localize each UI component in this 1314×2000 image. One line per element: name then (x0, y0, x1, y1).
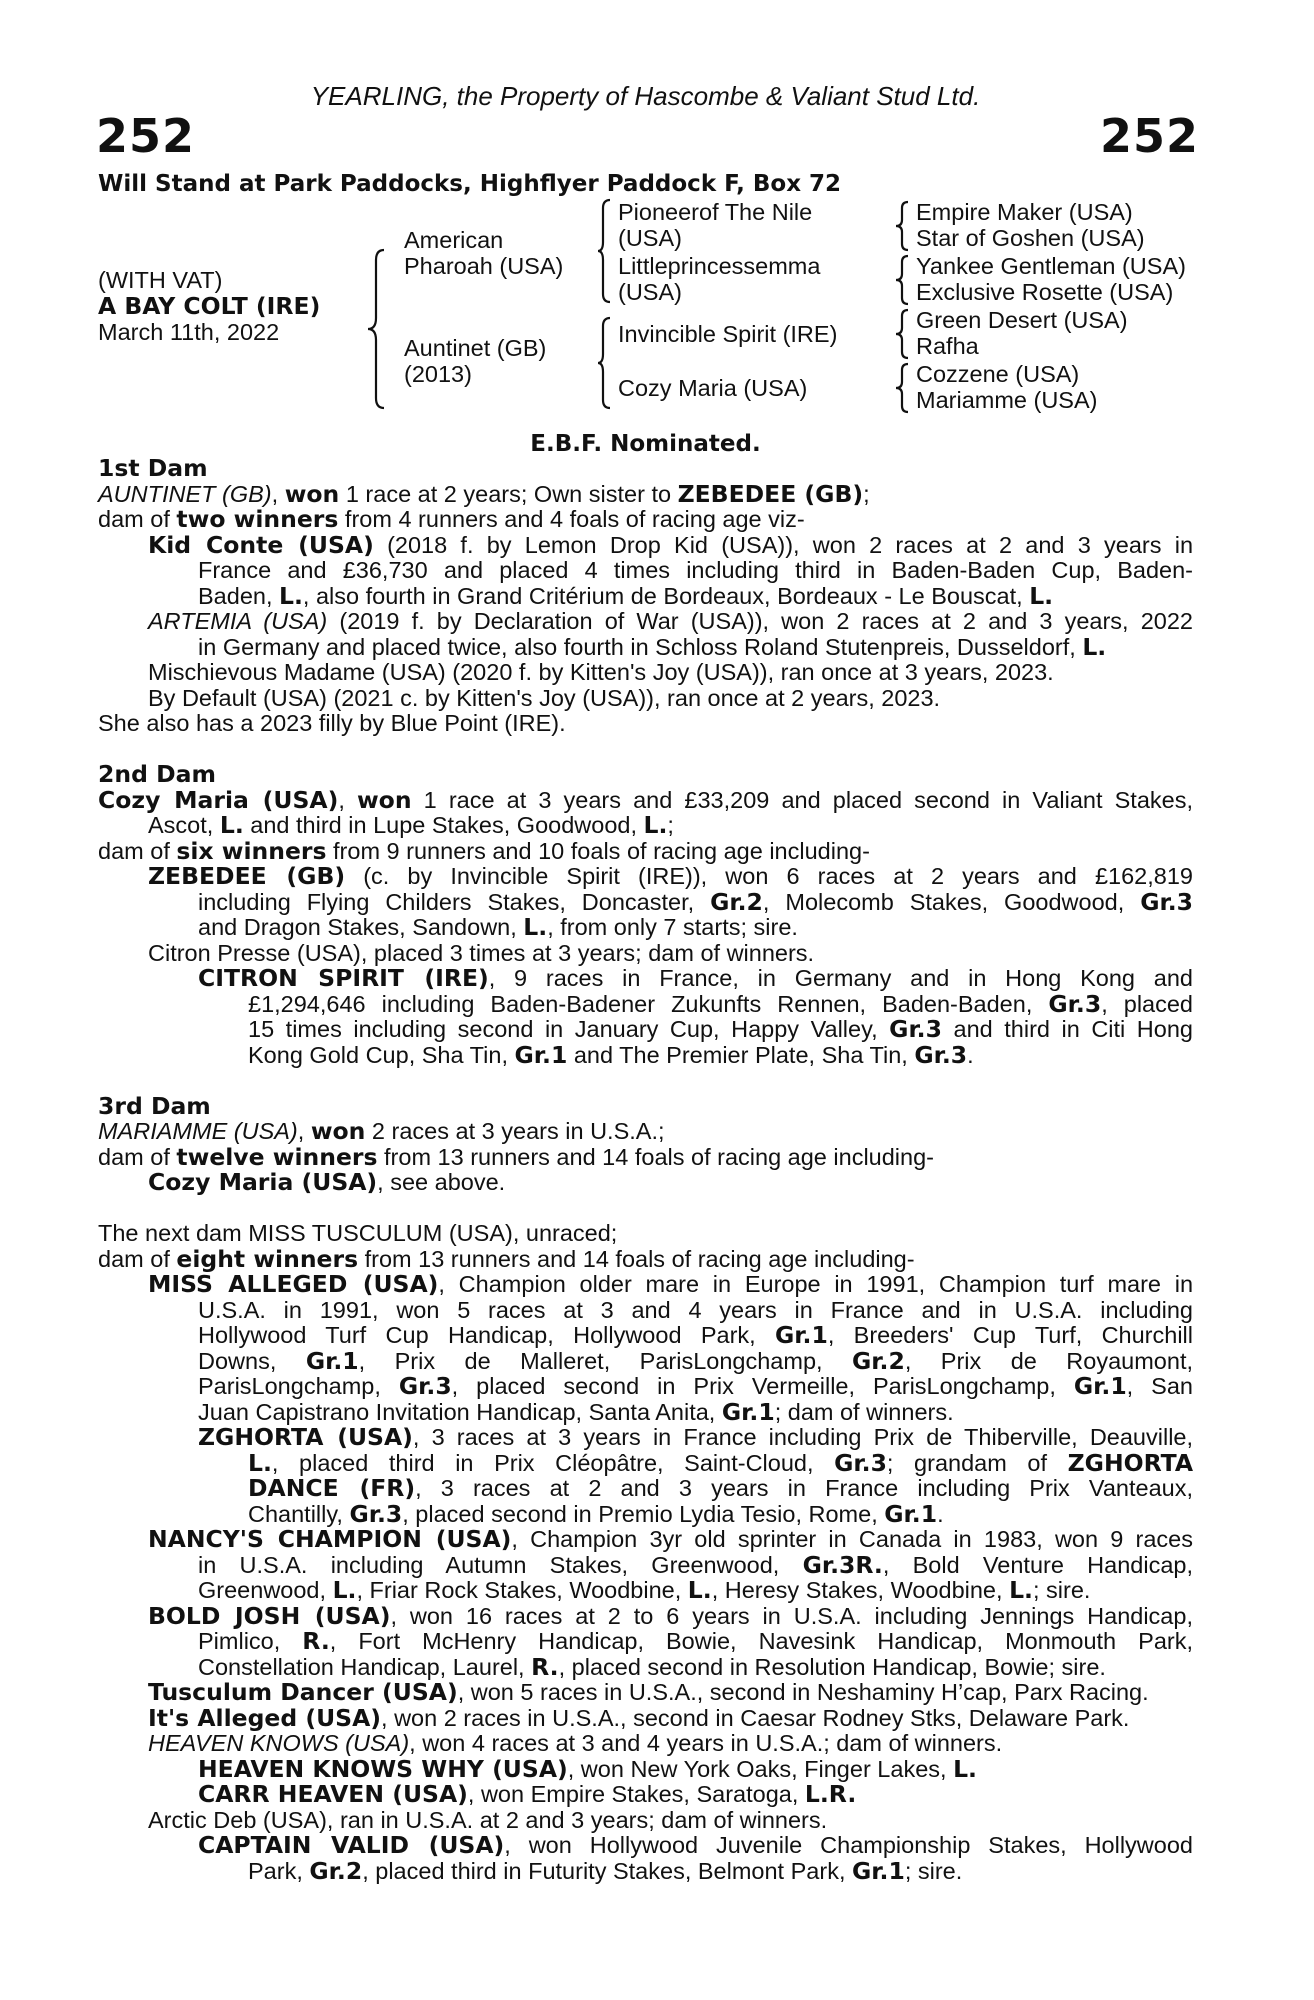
text-span: Greenwood, (198, 1577, 333, 1603)
produce-entry-cont (98, 1652, 1193, 1681)
grade-bold: Gr.1 (514, 1040, 568, 1069)
text-span: , placed (1101, 991, 1193, 1017)
text-span: ; dam of winners. (774, 1398, 954, 1425)
spacer (98, 1196, 1193, 1222)
text-span: from 13 runners and 14 foals of racing age including- (358, 1245, 915, 1272)
produce-entry (98, 1782, 1193, 1808)
dam-line1: Auntinet (GB) (404, 335, 547, 361)
horse-italic: MARIAMME (USA) (98, 1118, 298, 1144)
vendor-line: YEARLING, the Property of Hascombe & Valiant Stud Ltd. (310, 81, 981, 111)
text-span: including Flying Childers Stakes, Doncaster, (198, 889, 711, 915)
text-span: in U.S.A. including Autumn Stakes, Greenwood, (198, 1552, 803, 1578)
grade-bold: R. (302, 1629, 330, 1655)
text-span: , won Empire Stakes, Saratoga, (467, 1781, 805, 1807)
text-span: (c. by Invincible Spirit (IRE)), won 6 races at 2 years and £162,819 (345, 864, 1193, 889)
grade-bold: L. (643, 811, 668, 839)
produce-entry-cont (98, 1323, 1193, 1349)
dam-line2: (2013) (404, 361, 472, 387)
horse-name: A BAY COLT (IRE) (98, 292, 321, 320)
second-dam-line-cont (98, 813, 1193, 839)
grade-bold: L. (219, 811, 244, 839)
text-span: , Champion 3yr old sprinter in Canada in 1983, won 9 races (511, 1527, 1193, 1552)
produce-entry (98, 1703, 1193, 1732)
horse-bold: NANCY'S CHAMPION (USA) (148, 1527, 512, 1553)
third-dam-heading: 3rd Dam (98, 1091, 211, 1120)
sire-sire-line2: (USA) (618, 225, 682, 251)
grade-bold: L. (1029, 581, 1054, 610)
sire-line2: Pharoah (USA) (404, 253, 564, 279)
winners-count: twelve winners (176, 1142, 378, 1171)
dam-sire: Invincible Spirit (IRE) (618, 321, 838, 347)
text-span: ; sire. (1032, 1577, 1091, 1603)
produce-entry: By Default (USA) (2021 c. by Kitten's Joy (USA)), ran once at 2 years, 2023. (148, 684, 941, 711)
winners-count: two winners (176, 505, 339, 533)
grade-bold: Gr.3 (1048, 991, 1102, 1017)
text-span: Ascot, (148, 812, 220, 838)
text-span: in Germany and placed twice, also fourth in Schloss Roland Stutenpreis, Dusseldorf, (198, 633, 1083, 660)
ancestor-8: Mariamme (USA) (916, 387, 1098, 413)
text-span: , (338, 787, 357, 813)
horse-bold: CAPTAIN VALID (USA) (198, 1833, 505, 1859)
produce-entry (98, 1731, 1193, 1757)
ancestor-5: Green Desert (USA) (916, 307, 1128, 333)
third-dam-line (98, 1119, 1193, 1145)
text-span: , Heresy Stakes, Woodbine, (711, 1577, 1010, 1603)
grade-bold: Gr.1 (775, 1323, 828, 1349)
produce-entry (98, 1604, 1193, 1630)
grade-bold: L. (523, 913, 548, 941)
text-span: , (271, 480, 285, 507)
text-span: Hollywood Turf Cup Handicap, Hollywood Park, (198, 1323, 775, 1348)
text-span: dam of (98, 1245, 177, 1272)
produce-entry-cont: U.S.A. in 1991, won 5 races at 3 and 4 years in France and in U.S.A. including (198, 1297, 1193, 1323)
produce-entry-cont (98, 1040, 1193, 1069)
grade-bold: Gr.3 (398, 1374, 452, 1400)
produce-entry-cont (98, 1553, 1193, 1579)
grade-bold: Gr.3 (349, 1499, 403, 1528)
produce-entry-cont (98, 1374, 1193, 1400)
horse-bold: DANCE (FR) (248, 1476, 416, 1502)
grade-bold: Gr.3R. (802, 1552, 883, 1578)
horse-italic: HEAVEN KNOWS (USA) (148, 1730, 410, 1756)
text-span: dam of (98, 1143, 177, 1170)
text-span: and Dragon Stakes, Sandown, (198, 914, 524, 940)
produce-entry-cont: France and £36,730 and placed 4 times including third in Baden-Baden Cup, Baden- (198, 558, 1193, 583)
text-span: . (937, 1500, 944, 1527)
ancestor-3: Yankee Gentleman (USA) (916, 253, 1186, 279)
ancestor-2: Star of Goshen (USA) (916, 225, 1145, 251)
horse-bold: Cozy Maria (USA) (98, 787, 339, 813)
text-span: (2018 f. by Lemon Drop Kid (USA)), won 2 races at 2 and 3 years in (373, 532, 1193, 558)
grade-bold: Gr.3 (1140, 889, 1193, 915)
text-span: Chantilly, (248, 1500, 350, 1527)
produce-entry-cont (98, 1349, 1193, 1375)
text-span: 1 race at 3 years and £33,209 and placed second in Valiant Stakes, (411, 787, 1193, 813)
first-dam-line (98, 479, 1193, 508)
text-span: and The Premier Plate, Sha Tin, (567, 1041, 915, 1068)
text-span: , Prix de Malleret, ParisLongchamp, (358, 1348, 852, 1374)
produce-entry (98, 609, 1193, 635)
grade-bold: Gr.1 (1073, 1374, 1127, 1400)
pedigree-brace-g3-1 (894, 200, 912, 252)
produce-entry (98, 1425, 1193, 1451)
grade-bold: Gr.1 (721, 1397, 775, 1426)
grade-bold: L.R. (804, 1780, 857, 1808)
horse-bold: MISS ALLEGED (USA) (148, 1272, 439, 1298)
text-span: , Bold Venture Handicap, (882, 1552, 1193, 1578)
dam-dam: Cozy Maria (USA) (618, 375, 808, 401)
text-span: ; sire. (904, 1857, 963, 1884)
text-span: , won Hollywood Juvenile Championship Stakes, Hollywood (504, 1833, 1193, 1858)
text-span: , won 5 races in U.S.A., second in Neshaminy H’cap, Parx Racing. (457, 1679, 1149, 1705)
text-span: , placed second in Resolution Handicap, Bowie; sire. (558, 1653, 1106, 1680)
produce-entry-cont (98, 581, 1193, 610)
ancestor-4: Exclusive Rosette (USA) (916, 279, 1174, 305)
won-bold: won (284, 479, 340, 508)
text-span: , placed third in Futurity Stakes, Belmont Park, (362, 1857, 852, 1884)
text-span: , Friar Rock Stakes, Woodbine, (356, 1577, 688, 1603)
text-span: , placed second in Prix Vermeille, ParisLongchamp, (451, 1374, 1074, 1399)
horse-bold: ZGHORTA (USA) (198, 1425, 413, 1451)
text-span: ParisLongchamp, (198, 1374, 399, 1399)
horse-italic: ARTEMIA (USA) (148, 609, 328, 634)
text-span: ; (667, 812, 674, 838)
text-span: , placed second in Premio Lydia Tesio, Rome, (402, 1500, 885, 1527)
produce-entry (98, 1527, 1193, 1553)
produce-entry-cont (98, 1499, 1193, 1528)
text-span: dam of (98, 506, 177, 532)
grade-bold: Gr.2 (852, 1348, 905, 1374)
catalogue-page (96, 0, 1199, 2000)
spacer (98, 737, 1193, 763)
produce-entry (98, 1833, 1193, 1859)
horse-bold: ZGHORTA (1067, 1450, 1193, 1476)
grade-bold: L. (687, 1576, 712, 1604)
text-span: dam of (98, 837, 177, 864)
text-span: , San (1126, 1374, 1193, 1399)
produce-entry-cont (98, 992, 1193, 1018)
ebf-nomination: E.B.F. Nominated. (530, 431, 761, 457)
grade-bold: L. (332, 1576, 357, 1604)
text-span: ; grandam of (886, 1450, 1068, 1476)
text-span: , won 2 races in U.S.A., second in Caesar Rodney Stks, Delaware Park. (381, 1704, 1130, 1731)
grade-bold: Gr.3 (834, 1450, 887, 1476)
produce-entry-cont (98, 1476, 1193, 1502)
grade-bold: Gr.2 (309, 1856, 363, 1885)
produce-entry: Mischievous Madame (USA) (2020 f. by Kitten's Joy (USA)), ran once at 3 years, 2023. (148, 659, 1054, 685)
horse-bold: CARR HEAVEN (USA) (198, 1780, 468, 1808)
grade-bold: Gr.3 (914, 1040, 968, 1069)
sire-line1: American (404, 227, 504, 253)
text-span: Pimlico, (198, 1629, 303, 1654)
text-span: Kong Gold Cup, Sha Tin, (248, 1041, 515, 1068)
next-dam-produce-summary (98, 1244, 1193, 1273)
produce-entry (98, 1170, 1193, 1196)
grade-bold: L. (1082, 632, 1107, 661)
text-span: 1 race at 2 years; Own sister to (339, 480, 678, 507)
grade-bold: Gr.3 (889, 1017, 942, 1043)
grade-bold: L. (1009, 1576, 1033, 1604)
text-span: from 9 runners and 10 foals of racing age including- (326, 837, 870, 864)
horse-bold: Tusculum Dancer (USA) (148, 1678, 458, 1706)
produce-record (98, 456, 1193, 1884)
text-span: , won 16 races at 2 to 6 years in U.S.A. including Jennings Handicap, (390, 1603, 1193, 1629)
text-span: , 9 races in France, in Germany and in Hong Kong and (488, 966, 1193, 991)
spacer (98, 1068, 1193, 1094)
ancestor-6: Rafha (916, 333, 979, 359)
first-dam-name: AUNTINET (GB) (98, 480, 272, 507)
text-span: , see above. (377, 1169, 506, 1195)
text-span: , Fort McHenry Handicap, Bowie, Navesink Handicap, Monmouth Park, (329, 1629, 1193, 1654)
grade-bold: L. (953, 1754, 977, 1783)
grade-bold: L. (279, 581, 303, 610)
first-dam-heading: 1st Dam (98, 454, 208, 482)
text-span: , placed third in Prix Cléopâtre, Saint-Cloud, (271, 1450, 835, 1476)
produce-entry (98, 1754, 1193, 1783)
text-span: and third in Citi Hong (941, 1017, 1193, 1042)
horse-bold: Cozy Maria (USA) (148, 1168, 378, 1196)
grade-bold: R. (531, 1652, 559, 1681)
produce-entry: Arctic Deb (USA), ran in U.S.A. at 2 and 3 years; dam of winners. (148, 1806, 828, 1833)
pedigree-brace-main (366, 248, 396, 410)
third-dam-produce-summary (98, 1142, 1193, 1171)
text-span: from 13 runners and 14 foals of racing age including- (377, 1143, 934, 1170)
text-span: 2 races at 3 years in U.S.A.; (365, 1118, 665, 1144)
won-bold: won (356, 787, 412, 813)
text-span: , also fourth in Grand Critérium de Bordeaux, Bordeaux - Le Bouscat, (302, 582, 1030, 609)
horse-bold: Kid Conte (USA) (148, 532, 374, 558)
text-span: , from only 7 starts; sire. (547, 914, 798, 940)
foaling-date: March 11th, 2022 (98, 319, 280, 345)
horse-bold: HEAVEN KNOWS WHY (USA) (198, 1754, 568, 1783)
produce-entry (98, 864, 1193, 890)
next-dam-line: The next dam MISS TUSCULUM (USA), unraced; (98, 1220, 618, 1246)
produce-entry-cont (98, 890, 1193, 916)
produce-entry (98, 966, 1193, 992)
produce-entry-cont (98, 1397, 1193, 1426)
produce-entry-cont (98, 915, 1193, 941)
produce-entry (98, 1680, 1193, 1706)
text-span: and third in Lupe Stakes, Goodwood, (243, 812, 644, 838)
text-span: Park, (248, 1857, 310, 1884)
grade-bold: Gr.1 (884, 1499, 938, 1528)
sire-sire-line1: Pioneerof The Nile (618, 199, 813, 225)
text-span: Downs, (198, 1348, 306, 1374)
second-dam-produce-summary (98, 836, 1193, 865)
text-span: , Champion older mare in Europe in 1991, Champion turf mare in (438, 1272, 1193, 1297)
sire-dam-line2: (USA) (618, 279, 682, 305)
horse-bold: ZEBEDEE (GB) (677, 479, 864, 508)
stand-location: Will Stand at Park Paddocks, Highflyer Paddock F, Box 72 (98, 171, 842, 197)
ancestor-1: Empire Maker (USA) (916, 199, 1133, 225)
text-span: , Prix de Royaumont, (904, 1348, 1193, 1374)
text-span: from 4 runners and 4 foals of racing age viz- (338, 506, 805, 532)
winners-count: eight winners (176, 1244, 359, 1273)
pedigree-brace-g3-3 (894, 308, 912, 360)
text-span: £1,294,646 including Baden-Badener Zukunfts Rennen, Baden-Baden, (248, 991, 1049, 1017)
text-span: , won 4 races at 3 and 4 years in U.S.A.; dam of winners. (409, 1730, 1003, 1756)
pedigree-brace-g3-2 (894, 254, 912, 306)
lot-number-left: 252 (96, 109, 196, 163)
text-span: , 3 races at 2 and 3 years in France including Prix Vanteaux, (415, 1476, 1193, 1501)
horse-bold: ZEBEDEE (GB) (148, 864, 346, 890)
second-dam-line (98, 788, 1193, 814)
produce-entry: Citron Presse (USA), placed 3 times at 3 years; dam of winners. (148, 939, 815, 966)
horse-bold: It's Alleged (USA) (148, 1703, 382, 1732)
text-span: , 3 races at 3 years in France including Prix de Thiberville, Deauville, (412, 1425, 1193, 1450)
grade-bold: L. (248, 1450, 272, 1476)
grade-bold: Gr.2 (710, 889, 763, 915)
ancestor-7: Cozzene (USA) (916, 361, 1080, 387)
produce-entry-cont (98, 1856, 1193, 1885)
pedigree-brace-dam (596, 316, 616, 410)
text-span: , won New York Oaks, Finger Lakes, (567, 1755, 954, 1782)
text-span: . (967, 1041, 974, 1068)
won-bold: won (310, 1117, 366, 1145)
produce-entry-cont (98, 632, 1193, 661)
horse-bold: BOLD JOSH (USA) (148, 1603, 391, 1629)
produce-entry-cont (98, 1451, 1193, 1477)
produce-entry-cont (98, 1578, 1193, 1604)
second-dam-heading: 2nd Dam (98, 760, 216, 788)
first-dam-produce-summary (98, 507, 1193, 533)
produce-entry-cont (98, 1629, 1193, 1655)
pedigree-brace-sire (596, 198, 616, 304)
text-span: , (297, 1118, 311, 1144)
horse-bold: CITRON SPIRIT (IRE) (198, 966, 489, 992)
text-span: 15 times including second in January Cup, Happy Valley, (248, 1017, 890, 1042)
lot-number-right: 252 (1099, 109, 1199, 163)
produce-note: She also has a 2023 filly by Blue Point (IRE). (98, 710, 566, 736)
produce-entry (98, 1272, 1193, 1298)
text-span: Baden, (198, 582, 280, 609)
pedigree-brace-g3-4 (894, 362, 912, 414)
vat-note: (WITH VAT) (98, 267, 223, 293)
grade-bold: Gr.1 (305, 1348, 359, 1374)
text-span: , Breeders' Cup Turf, Churchill (827, 1323, 1193, 1348)
text-span: (2019 f. by Declaration of War (USA)), won 2 races at 2 and 3 years, 2022 (327, 609, 1193, 634)
produce-entry (98, 533, 1193, 559)
text-span: Juan Capistrano Invitation Handicap, Santa Anita, (198, 1398, 722, 1425)
sire-dam-line1: Littleprincessemma (618, 253, 821, 279)
text-span: , Molecomb Stakes, Goodwood, (762, 889, 1141, 915)
text-span: Constellation Handicap, Laurel, (198, 1653, 532, 1680)
produce-entry-cont (98, 1017, 1193, 1043)
grade-bold: Gr.1 (852, 1856, 905, 1885)
winners-count: six winners (176, 836, 327, 865)
text-span: ; (863, 480, 870, 507)
